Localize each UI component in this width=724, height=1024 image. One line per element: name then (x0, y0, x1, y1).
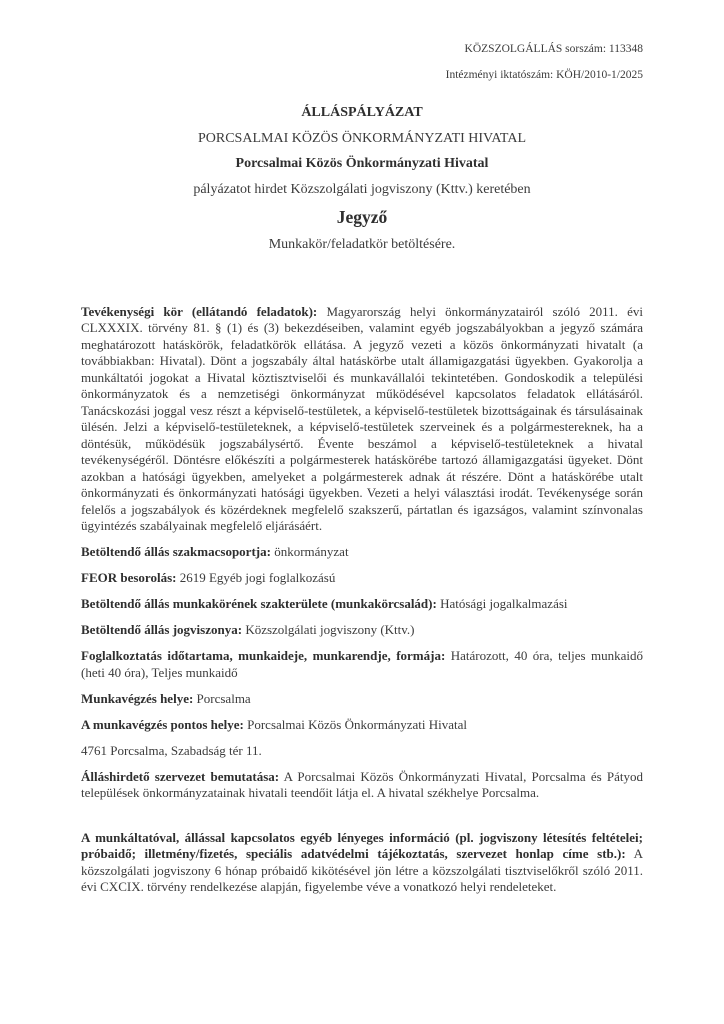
doc-type-title: ÁLLÁSPÁLYÁZAT (301, 105, 423, 120)
section-work-location-text: Porcsalma (196, 690, 251, 706)
section-work-address (81, 717, 643, 734)
position-subtitle: Munkakör/feladatkör betöltésére. (268, 237, 456, 252)
section-employment-terms-text: Határozott, 40 óra, teljes munkaidő (heti 40 óra), Teljes munkaidő (81, 648, 644, 680)
section-work-address-text: Porcsalmai Közös Önkormányzati Hivatal (247, 716, 467, 732)
section-address-line-text: 4761 Porcsalma, Szabadság tér 11. (81, 742, 262, 758)
section-other-info (81, 830, 643, 896)
section-org-description-text: A Porcsalmai Közös Önkormányzati Hivatal, Porcsalma és Pátyod települések önkormányzatainak hivatali teendőit látja el. A hivatal székhelye Porcsalma. (81, 768, 643, 800)
section-feor-code-text: 2619 Egyéb jogi foglalkozású (179, 570, 336, 585)
section-org-description (81, 769, 643, 802)
section-specialty (81, 596, 643, 613)
section-feor-code-label: FEOR besorolás: (81, 570, 177, 585)
title-block (81, 100, 643, 258)
section-specialty-text: Hatósági jogalkalmazási (440, 596, 568, 611)
organization-caps: PORCSALMAI KÖZÖS ÖNKORMÁNYZATI HIVATAL (197, 130, 527, 146)
announcement-line: pályázatot hirdet Közszolgálati jogviszony (Kttv.) keretében (193, 181, 531, 197)
document-body (81, 304, 643, 896)
section-profession-group-label: Betöltendő állás szakmacsoportja: (81, 544, 271, 559)
section-activities (81, 304, 643, 535)
section-employment-terms-label: Foglalkoztatás időtartama, munkaideje, munkarendje, formája: (81, 648, 446, 663)
section-other-info-text: A közszolgálati jogviszony 6 hónap próbaidő kikötésével jön létre a közszolgálati tisztviselőkről szóló 2011. évi CXCIX. törvény rendelkezése alapján, figyelembe véve a vonatkozó helyi rendeleteket. (81, 846, 643, 894)
section-legal-relation-text: Közszolgálati jogviszony (Kttv.) (245, 622, 415, 637)
section-specialty-label: Betöltendő állás munkakörének szakterülete (munkakörcsalád): (81, 596, 437, 611)
section-work-location (81, 691, 643, 708)
section-work-address-label: A munkavégzés pontos helye: (81, 716, 244, 732)
section-employment-terms (81, 648, 643, 681)
section-feor-code (81, 570, 643, 587)
section-activities-label: Tevékenységi kör (ellátandó feladatok): (81, 303, 318, 319)
section-legal-relation-label: Betöltendő állás jogviszonya: (81, 622, 243, 637)
organization-name: Porcsalmai Közös Önkormányzati Hivatal (235, 156, 489, 171)
position-title: Jegyző (336, 207, 388, 227)
section-other-info-label: A munkáltatóval, állással kapcsolatos egyéb lényeges információ (pl. jogviszony létesítés feltételei; próbaidő; illetmény/fizetés, speciális adatvédelmi tájékoztatás, szervezet honlap címe stb.): (81, 829, 643, 861)
section-profession-group-text: önkormányzat (274, 544, 349, 559)
section-work-location-label: Munkavégzés helye: (81, 690, 194, 706)
document-header (81, 36, 643, 88)
serial-number-line: KÖZSZOLGÁLLÁS sorszám: 113348 (464, 43, 643, 55)
section-profession-group (81, 544, 643, 561)
section-org-description-label: Álláshirdető szervezet bemutatása: (81, 768, 280, 784)
section-address-line (81, 743, 643, 760)
section-legal-relation (81, 622, 643, 639)
section-activities-text: Magyarország helyi önkormányzatairól szóló 2011. évi CLXXXIX. törvény 81. § (1) és (3) bekezdéseiben, valamint egyéb jogszabályokban a jegyző számára meghatározott hatáskörök, feladatkörök ellátása. A jegyző vezeti a közös önkormányzati hivatalt (a továbbiakban: Hivatal). Dönt a jogszabály által hatáskörbe utalt államigazgatási ügyekben. Gyakorolja a munkáltatói jogokat a Hivatal köztisztviselői és munkavállalói tekintetében. Gondoskodik a települési önkormányzatok és a nemzetiségi önkormányzat működésével kapcsolatos feladatok ellátásáról. Tanácskozási joggal vesz részt a képviselő-testületek, a képviselő-testületek bizottságainak és társulásainak ülésén. Jelzi a képviselő-testületeknek, a képviselő-testületek szerveinek és a polgármestereknek, ha a döntésük, működésük jogszabálysértő. Évente beszámol a képviselő-testületeknek a hivatal tevékenységéről. Döntésre előkészíti a polgármesterek hatáskörébe tartozó államigazgatási ügyeket. Dönt azokban a hatósági ügyekben, amelyeket a polgármesterek adnak át részére. Dönt a hatáskörébe utalt önkormányzati és önkormányzati hatósági ügyekben. Vezeti a helyi választási irodát. Tevékenysége során felelős a jogszabályok és közérdeknek megfelelő szakszerű, pártatlan és igazságos, valamint színvonalas ügyintézés szabályainak megfelelő eljárásáért. (81, 303, 643, 533)
registry-number-line: Intézményi iktatószám: KÖH/2010-1/2025 (445, 69, 643, 81)
